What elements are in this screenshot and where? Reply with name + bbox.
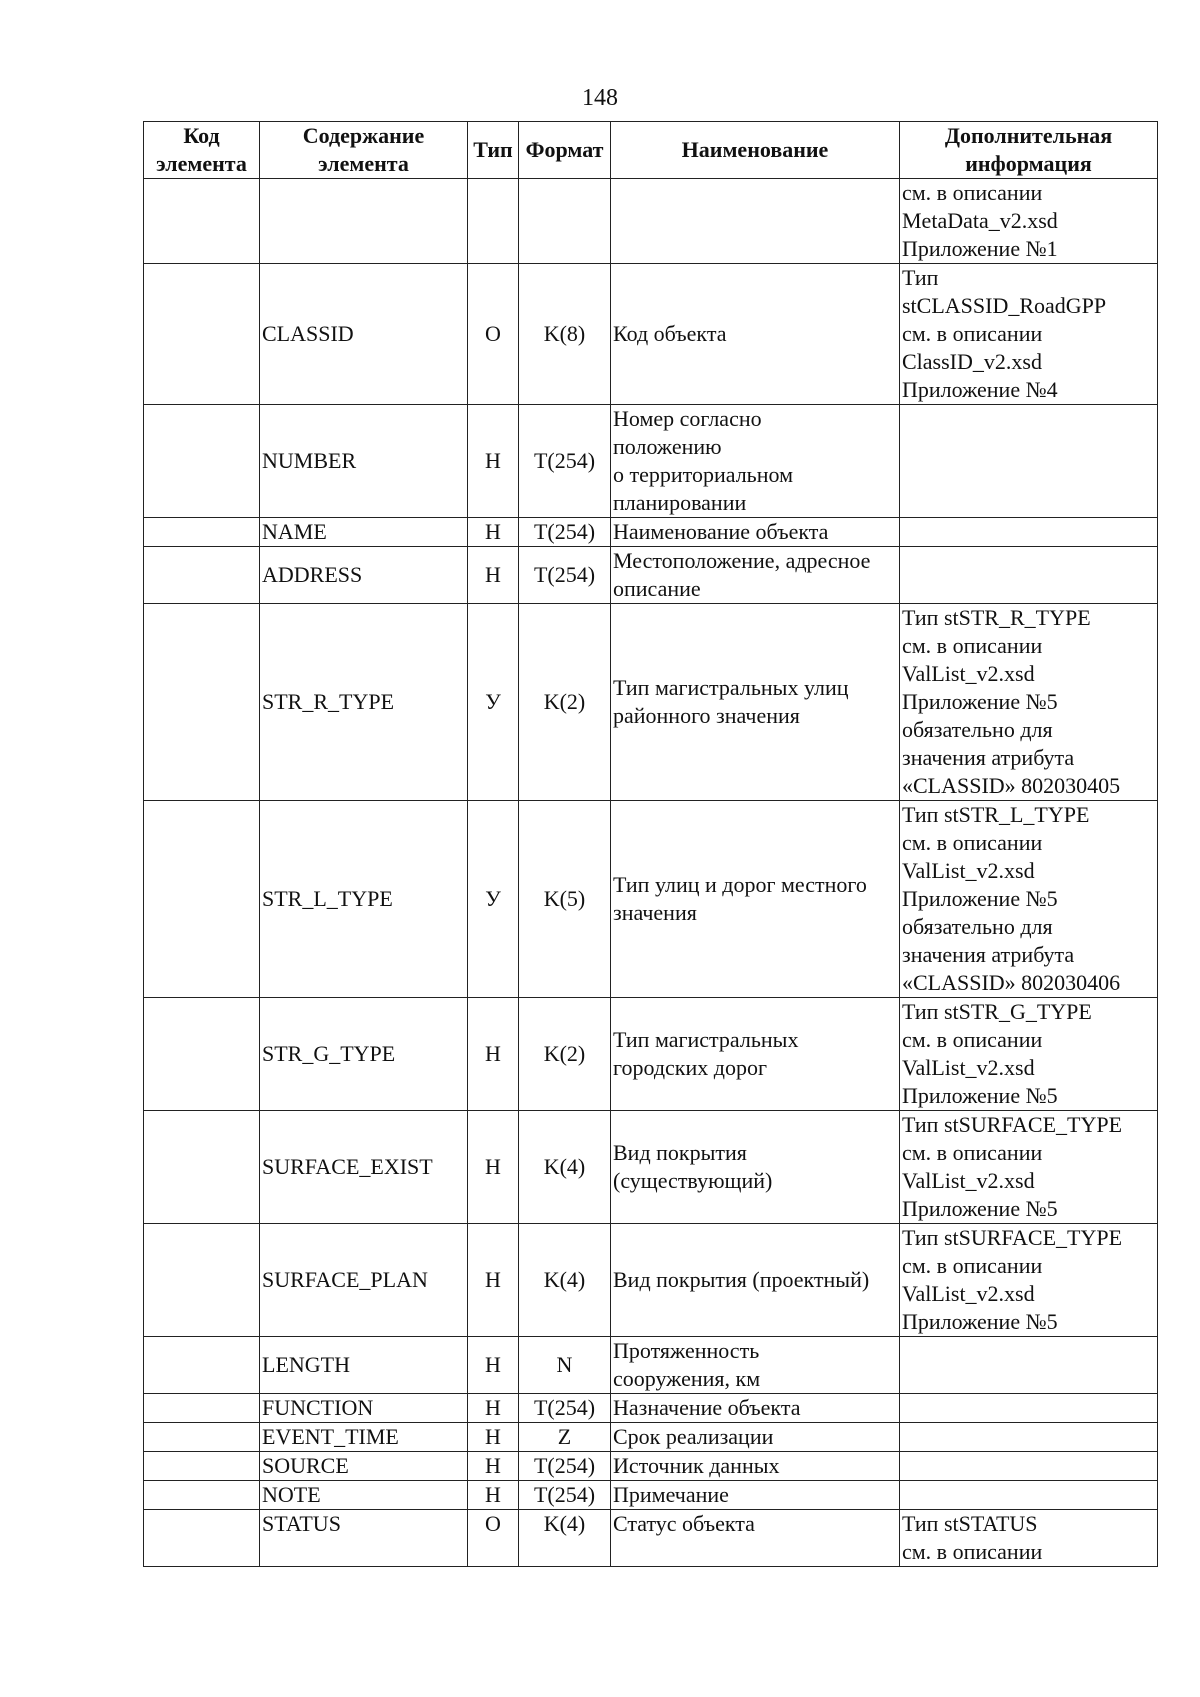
cell-name-line: Срок реализации — [613, 1424, 774, 1449]
cell-additional-info-line: см. в описании — [902, 1027, 1043, 1052]
cell-type: Н — [468, 1452, 519, 1481]
cell-format: T(254) — [519, 1394, 611, 1423]
cell-type: Н — [468, 405, 519, 518]
cell-name — [611, 801, 900, 998]
cell-additional-info-line: обязательно для — [902, 717, 1053, 742]
element-spec-table — [143, 121, 1158, 1567]
table-row — [144, 1510, 1158, 1567]
cell-format — [519, 179, 611, 264]
cell-name — [611, 1510, 900, 1567]
cell-name — [611, 1111, 900, 1224]
cell-additional-info — [900, 518, 1158, 547]
header-row — [144, 122, 1158, 179]
cell-name-line: Тип магистральных улиц — [613, 675, 849, 700]
cell-additional-info-line: ValList_v2.xsd — [902, 1055, 1035, 1080]
cell-element-content: NUMBER — [260, 405, 468, 518]
cell-additional-info-line: ValList_v2.xsd — [902, 661, 1035, 686]
cell-additional-info — [900, 604, 1158, 801]
cell-additional-info — [900, 801, 1158, 998]
header-info-line: Дополнительная — [944, 123, 1113, 148]
cell-name — [611, 264, 900, 405]
cell-name-line: Тип улиц и дорог местного — [613, 872, 867, 897]
cell-additional-info-line: Тип stSTATUS — [902, 1511, 1038, 1536]
cell-additional-info — [900, 998, 1158, 1111]
cell-additional-info-line: значения атрибута — [902, 942, 1075, 967]
cell-name-line: значения — [613, 900, 697, 925]
cell-additional-info-line: Приложение №5 — [902, 689, 1058, 714]
table-row — [144, 1224, 1158, 1337]
cell-format: K(4) — [519, 1111, 611, 1224]
cell-element-content: ADDRESS — [260, 547, 468, 604]
header-format: Формат — [519, 122, 611, 179]
header-type: Тип — [468, 122, 519, 179]
cell-name — [611, 547, 900, 604]
cell-format: K(8) — [519, 264, 611, 405]
cell-additional-info-line: Тип stSTR_R_TYPE — [902, 605, 1091, 630]
table-row — [144, 1423, 1158, 1452]
cell-element-code — [144, 1423, 260, 1452]
cell-additional-info — [900, 1481, 1158, 1510]
cell-format: Z — [519, 1423, 611, 1452]
cell-name — [611, 405, 900, 518]
cell-format: T(254) — [519, 518, 611, 547]
header-code-line: элемента — [156, 151, 247, 176]
cell-additional-info-line: Тип stSURFACE_TYPE — [902, 1112, 1123, 1137]
cell-element-content: SOURCE — [260, 1452, 468, 1481]
cell-type: Н — [468, 1337, 519, 1394]
table-row — [144, 604, 1158, 801]
cell-additional-info-line: Приложение №1 — [902, 236, 1058, 261]
cell-element-code — [144, 547, 260, 604]
cell-type: Н — [468, 518, 519, 547]
cell-type: Н — [468, 1423, 519, 1452]
cell-name — [611, 1337, 900, 1394]
cell-additional-info — [900, 1423, 1158, 1452]
table-row — [144, 179, 1158, 264]
cell-additional-info-line: MetaData_v2.xsd — [902, 208, 1058, 233]
cell-name-line: Тип магистральных — [613, 1027, 799, 1052]
cell-additional-info — [900, 179, 1158, 264]
table-row — [144, 518, 1158, 547]
cell-element-code — [144, 179, 260, 264]
cell-additional-info-line: ValList_v2.xsd — [902, 1281, 1035, 1306]
cell-name-line: Наименование объекта — [613, 519, 829, 544]
cell-element-content: LENGTH — [260, 1337, 468, 1394]
cell-name-line: планировании — [613, 490, 747, 515]
header-content-line: элемента — [318, 151, 409, 176]
cell-name-line: Протяженность — [613, 1338, 760, 1363]
header-code — [144, 122, 260, 179]
cell-element-code — [144, 1337, 260, 1394]
cell-format: K(4) — [519, 1510, 611, 1567]
cell-additional-info — [900, 1337, 1158, 1394]
cell-additional-info-line: см. в описании — [902, 1140, 1043, 1165]
cell-type: О — [468, 1510, 519, 1567]
cell-name-line: (существующий) — [613, 1168, 773, 1193]
cell-name-line: Местоположение, адресное — [613, 548, 871, 573]
cell-additional-info-line: Тип — [902, 265, 939, 290]
cell-additional-info-line: см. в описании — [902, 1539, 1043, 1564]
cell-name — [611, 1423, 900, 1452]
cell-additional-info-line: значения атрибута — [902, 745, 1075, 770]
cell-additional-info-line: Приложение №5 — [902, 1083, 1058, 1108]
cell-name — [611, 1452, 900, 1481]
table-row — [144, 1394, 1158, 1423]
cell-format: K(5) — [519, 801, 611, 998]
cell-additional-info-line: Приложение №5 — [902, 1196, 1058, 1221]
cell-additional-info-line: ValList_v2.xsd — [902, 858, 1035, 883]
cell-additional-info-line: см. в описании — [902, 180, 1043, 205]
cell-name-line: о территориальном — [613, 462, 793, 487]
cell-additional-info — [900, 1452, 1158, 1481]
cell-type: Н — [468, 1481, 519, 1510]
cell-element-content: CLASSID — [260, 264, 468, 405]
header-name: Наименование — [611, 122, 900, 179]
header-info-line: информация — [965, 151, 1092, 176]
cell-additional-info-line: Приложение №4 — [902, 377, 1058, 402]
cell-element-content: SURFACE_EXIST — [260, 1111, 468, 1224]
cell-additional-info-line: Приложение №5 — [902, 1309, 1058, 1334]
table-row — [144, 1337, 1158, 1394]
cell-element-content: STR_R_TYPE — [260, 604, 468, 801]
cell-type: У — [468, 801, 519, 998]
cell-additional-info-line: «CLASSID» 802030405 — [902, 773, 1121, 798]
cell-element-content: STATUS — [260, 1510, 468, 1567]
cell-element-code — [144, 405, 260, 518]
cell-format: T(254) — [519, 1481, 611, 1510]
cell-additional-info-line: Тип stSTR_L_TYPE — [902, 802, 1090, 827]
cell-element-code — [144, 801, 260, 998]
cell-name-line: Статус объекта — [613, 1511, 755, 1536]
cell-name — [611, 1394, 900, 1423]
cell-additional-info-line: ValList_v2.xsd — [902, 1168, 1035, 1193]
cell-format: T(254) — [519, 547, 611, 604]
cell-additional-info-line: см. в описании — [902, 1253, 1043, 1278]
table-header — [144, 122, 1158, 179]
table-row — [144, 547, 1158, 604]
cell-additional-info — [900, 405, 1158, 518]
cell-element-code — [144, 1481, 260, 1510]
cell-name-line: районного значения — [613, 703, 800, 728]
cell-element-code — [144, 1224, 260, 1337]
cell-element-content: EVENT_TIME — [260, 1423, 468, 1452]
cell-format: N — [519, 1337, 611, 1394]
cell-additional-info — [900, 1224, 1158, 1337]
cell-additional-info-line: Приложение №5 — [902, 886, 1058, 911]
cell-name — [611, 998, 900, 1111]
table-row — [144, 801, 1158, 998]
table-body — [144, 179, 1158, 1567]
cell-name-line: описание — [613, 576, 701, 601]
cell-type: Н — [468, 547, 519, 604]
cell-element-code — [144, 1111, 260, 1224]
cell-additional-info-line: см. в описании — [902, 321, 1043, 346]
cell-additional-info-line: см. в описании — [902, 633, 1043, 658]
cell-name-line: городских дорог — [613, 1055, 767, 1080]
cell-element-code — [144, 518, 260, 547]
cell-name — [611, 518, 900, 547]
cell-additional-info — [900, 1510, 1158, 1567]
cell-element-content: STR_G_TYPE — [260, 998, 468, 1111]
cell-type: Н — [468, 1394, 519, 1423]
cell-element-code — [144, 264, 260, 405]
cell-additional-info-line: stCLASSID_RoadGPP — [902, 293, 1107, 318]
page-number: 148 — [582, 85, 618, 111]
cell-type: Н — [468, 998, 519, 1111]
cell-additional-info-line: ClassID_v2.xsd — [902, 349, 1042, 374]
cell-format: K(2) — [519, 998, 611, 1111]
cell-element-content: FUNCTION — [260, 1394, 468, 1423]
cell-element-content: SURFACE_PLAN — [260, 1224, 468, 1337]
cell-element-code — [144, 1452, 260, 1481]
cell-additional-info-line: см. в описании — [902, 830, 1043, 855]
cell-name-line: сооружения, км — [613, 1366, 761, 1391]
cell-type: О — [468, 264, 519, 405]
cell-element-code — [144, 998, 260, 1111]
cell-element-content: NOTE — [260, 1481, 468, 1510]
cell-additional-info — [900, 1111, 1158, 1224]
cell-type — [468, 179, 519, 264]
cell-element-code — [144, 604, 260, 801]
cell-element-code — [144, 1394, 260, 1423]
cell-element-content: STR_L_TYPE — [260, 801, 468, 998]
table-row — [144, 1111, 1158, 1224]
cell-name-line: Назначение объекта — [613, 1395, 801, 1420]
table-row — [144, 1481, 1158, 1510]
table-row — [144, 1452, 1158, 1481]
cell-name — [611, 1481, 900, 1510]
cell-element-content — [260, 179, 468, 264]
cell-name-line: Источник данных — [613, 1453, 780, 1478]
cell-element-content: NAME — [260, 518, 468, 547]
cell-type: Н — [468, 1111, 519, 1224]
cell-name — [611, 604, 900, 801]
cell-additional-info — [900, 1394, 1158, 1423]
cell-format: K(2) — [519, 604, 611, 801]
cell-additional-info-line: обязательно для — [902, 914, 1053, 939]
cell-name-line: Код объекта — [613, 321, 727, 346]
cell-type: У — [468, 604, 519, 801]
cell-name — [611, 179, 900, 264]
header-info — [900, 122, 1158, 179]
cell-element-code — [144, 1510, 260, 1567]
cell-name-line: Вид покрытия (проектный) — [613, 1267, 870, 1292]
table-row — [144, 264, 1158, 405]
cell-additional-info-line: «CLASSID» 802030406 — [902, 970, 1121, 995]
table-row — [144, 405, 1158, 518]
cell-additional-info — [900, 264, 1158, 405]
header-code-line: Код — [183, 123, 220, 148]
cell-format: K(4) — [519, 1224, 611, 1337]
cell-name — [611, 1224, 900, 1337]
cell-format: T(254) — [519, 405, 611, 518]
cell-additional-info — [900, 547, 1158, 604]
cell-additional-info-line: Тип stSURFACE_TYPE — [902, 1225, 1123, 1250]
cell-name-line: Вид покрытия — [613, 1140, 747, 1165]
table-row — [144, 998, 1158, 1111]
cell-name-line: Номер согласно — [613, 406, 762, 431]
cell-format: T(254) — [519, 1452, 611, 1481]
cell-name-line: положению — [613, 434, 722, 459]
cell-type: Н — [468, 1224, 519, 1337]
cell-additional-info-line: Тип stSTR_G_TYPE — [902, 999, 1092, 1024]
header-content — [260, 122, 468, 179]
cell-name-line: Примечание — [613, 1482, 729, 1507]
header-content-line: Содержание — [302, 123, 425, 148]
